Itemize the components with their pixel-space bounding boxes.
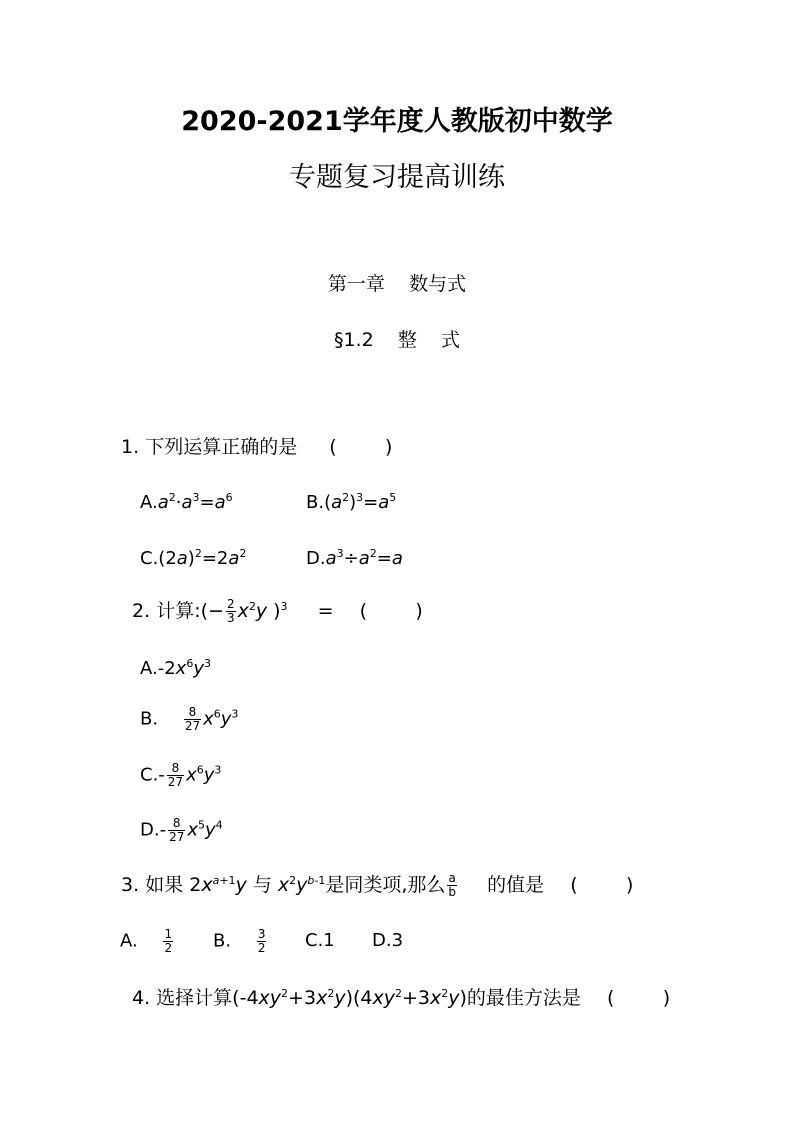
question-3: 3. 如果 $2x^{a+1}y$ 与 $x^2y^{b-1}$是同类项,那么 $\frac{a}{b}$ 的值是 ( ) <box>121 871 634 899</box>
question-number: 4. <box>132 987 151 1009</box>
answer-blank: ( ) <box>329 436 393 458</box>
answer-blank: ( ) <box>607 987 671 1009</box>
q1-option-c: $C.(2a)^2=2a^2$ <box>140 547 247 569</box>
q1-option-b: $B.(a^2)^3=a^5$ <box>306 491 397 513</box>
question-stem: 下列运算正确的是 <box>145 436 298 458</box>
q2-option-c: C.- $\frac{8}{27}$ $x^6y^3$ <box>140 761 222 789</box>
equals-sign: = <box>317 600 334 622</box>
q2-option-b: B. $\frac{8}{27}$ $x^6y^3$ <box>140 705 239 733</box>
fraction: $\frac{a}{b}$ <box>448 871 457 899</box>
q3-option-d: D.3 <box>372 930 404 951</box>
fraction: $\frac{3}{2}$ <box>257 927 266 955</box>
document-title-line2: 专题复习提高训练 <box>289 162 505 193</box>
fraction: $\frac{2}{3}$ <box>226 597 235 625</box>
chapter-heading: 第一章 数与式 <box>327 273 467 295</box>
q3-option-a: A. $\frac{1}{2}$ <box>120 927 173 955</box>
q3-option-b: B. $\frac{3}{2}$ <box>213 927 266 955</box>
question-number: 2. <box>132 600 151 622</box>
q1-option-a: $A.a^2\cdot a^3=a^6$ <box>140 491 233 513</box>
answer-blank: ( ) <box>359 600 423 622</box>
answer-blank: ( ) <box>570 874 634 896</box>
fraction: $\frac{8}{27}$ <box>184 705 201 733</box>
question-4: 4. 选择计算$(-4xy^2+3x^2y)(4xy^2+3x^2y)$的最佳方法是 ( ) <box>132 987 671 1009</box>
question-number: 1. <box>121 436 140 458</box>
fraction: $\frac{8}{27}$ <box>167 761 184 789</box>
question-stem: 计算: <box>156 600 201 622</box>
fraction: $\frac{8}{27}$ <box>169 816 185 844</box>
fraction: $\frac{1}{2}$ <box>164 927 173 955</box>
q2-option-d: D.- $\frac{8}{27}$ $x^5y^4$ <box>140 816 223 844</box>
q2-option-a: $A.-2x^6y^3$ <box>140 657 211 679</box>
question-1 <box>121 434 392 460</box>
section-heading: §1.2 整 式 <box>333 329 461 351</box>
question-number: 3. <box>121 874 140 896</box>
question-2: 2. 计算:(− $\frac{2}{3}$ $x^2y$ )$^3$ = ( ) <box>132 597 423 625</box>
q3-option-c: C.1 <box>305 930 335 951</box>
q1-option-d: $D.a^3\div a^2=a$ <box>306 547 403 569</box>
document-title-line1: 2020-2021学年度人教版初中数学 <box>181 106 613 137</box>
